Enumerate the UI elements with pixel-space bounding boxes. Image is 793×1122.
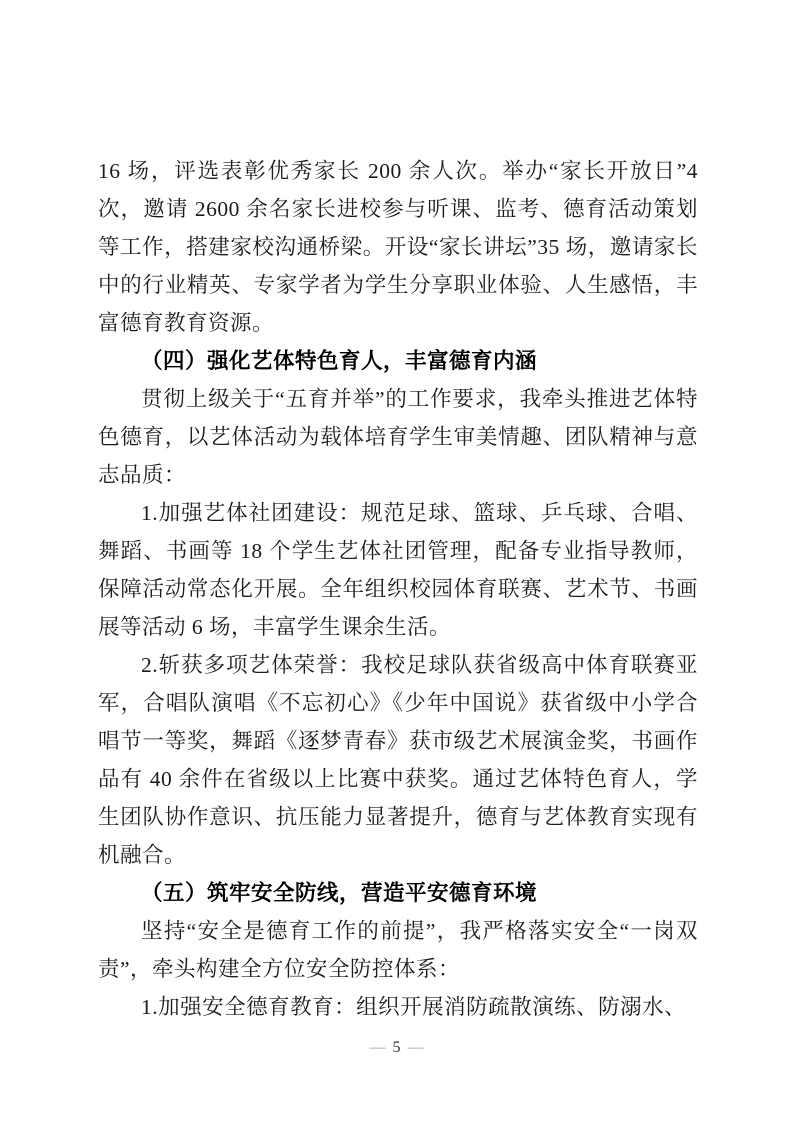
document-body [98,152,698,1026]
paragraph-list-item-1: 1.加强艺体社团建设：规范足球、篮球、乒乓球、合唱、舞蹈、书画等 18 个学生艺体社团管理，配备专业指导教师，保障活动常态化开展。全年组织校园体育联赛、艺术节、书画展等活动 6 场，丰富学生课余生活。 [98,501,698,639]
footer-dash-right: — [407,1039,424,1056]
page-footer [0,1036,793,1060]
paragraph: 坚持“安全是德育工作的前提”，我严格落实安全“一岗双责”，牵头构建全方位安全防控体系： [98,919,698,981]
paragraph-list-item-2: 2.斩获多项艺体荣誉：我校足球队获省级高中体育联赛亚军，合唱队演唱《不忘初心》《少年中国说》获省级中小学合唱节一等奖，舞蹈《逐梦青春》获市级艺术展演金奖，书画作品有 40 余件在省级以上比赛中获奖。通过艺体特色育人，学生团队协作意识、抗压能力显著提升，德育与艺体教育实现有机融合。 [98,653,698,867]
paragraph-continuation: 16 场，评选表彰优秀家长 200 余人次。举办“家长开放日”4 次，邀请 2600 余名家长进校参与听课、监考、德育活动策划等工作，搭建家校沟通桥梁。开设“家长讲坛”35 场，邀请家长中的行业精英、专家学者为学生分享职业体验、人生感悟，丰富德育教育资源。 [98,159,698,335]
footer-dash-left: — [369,1039,386,1056]
page-number: 5 [392,1039,401,1056]
paragraph: 贯彻上级关于“五育并举”的工作要求，我牵头推进艺体特色德育，以艺体活动为载体培育学生审美情趣、团队精神与意志品质： [98,387,698,487]
section-heading-4: （四）强化艺体特色育人，丰富德育内涵 [141,349,538,373]
section-heading-5: （五）筑牢安全防线，营造平安德育环境 [141,881,538,905]
paragraph-list-item-1-cutoff: 1.加强安全德育教育：组织开展消防疏散演练、防溺水、 [141,995,687,1019]
